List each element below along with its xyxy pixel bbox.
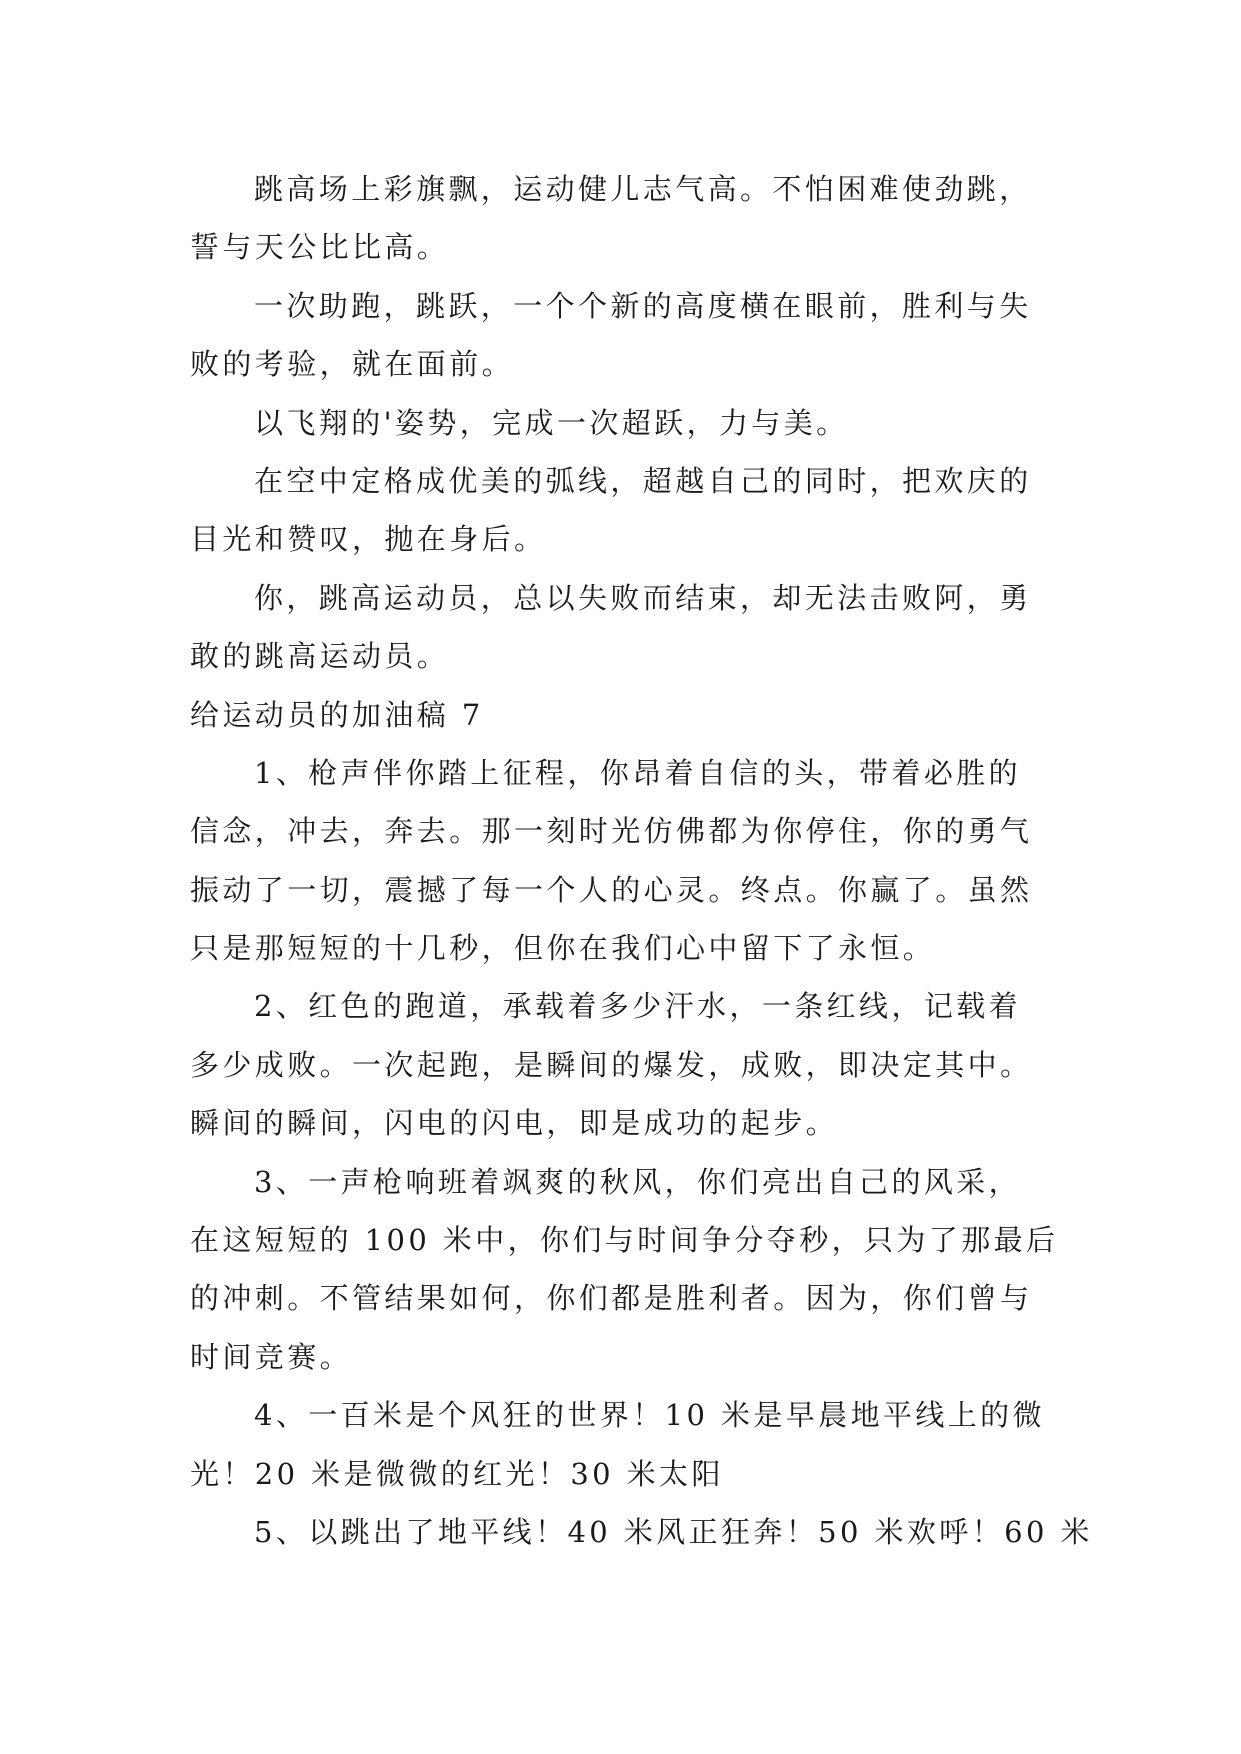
- text-line: 在空中定格成优美的弧线，超越自己的同时，把欢庆的: [254, 463, 1032, 498]
- text-line: 时间竞赛。: [190, 1339, 353, 1374]
- section-heading: 给运动员的加油稿 7: [190, 697, 484, 732]
- text-line: 多少成败。一次起跑，是瞬间的爆发，成败，即决定其中。: [190, 1047, 1033, 1082]
- text-line: 光！20 米是微微的红光！30 米太阳: [190, 1456, 724, 1491]
- text-line: 4、一百米是个风狂的世界！10 米是早晨地平线上的微: [254, 1398, 1045, 1433]
- text-line: 只是那短短的十几秒，但你在我们心中留下了永恒。: [190, 931, 936, 966]
- text-line: 振动了一切，震撼了每一个人的心灵。终点。你赢了。虽然: [190, 872, 1033, 907]
- text-line: 败的考验，就在面前。: [190, 347, 515, 382]
- text-line: 信念，冲去，奔去。那一刻时光仿佛都为你停住，你的勇气: [190, 814, 1033, 849]
- text-line: 跳高场上彩旗飘，运动健儿志气高。不怕困难使劲跳，: [254, 172, 1032, 206]
- text-line: 一次助跑，跳跃，一个个新的高度横在眼前，胜利与失: [254, 288, 1032, 323]
- text-line: 你，跳高运动员，总以失败而结束，却无法击败阿，勇: [254, 580, 1032, 615]
- text-line: 5、以跳出了地平线！40 米风正狂奔！50 米欢呼！60 米: [254, 1514, 1093, 1549]
- text-line: 瞬间的瞬间，闪电的闪电，即是成功的起步。: [190, 1106, 839, 1141]
- text-line: 目光和赞叹，抛在身后。: [190, 522, 547, 557]
- text-line: 的冲刺。不管结果如何，你们都是胜利者。因为，你们曾与: [190, 1281, 1033, 1316]
- text-line: 1、枪声伴你踏上征程，你昂着自信的头，带着必胜的: [254, 755, 1022, 790]
- document-page: [190, 160, 1093, 1561]
- text-line: 3、一声枪响班着飒爽的秋风，你们亮出自己的风采，: [254, 1164, 1022, 1199]
- text-line: 敢的跳高运动员。: [190, 639, 450, 674]
- text-line: 2、红色的跑道，承载着多少汗水，一条红线，记载着: [254, 989, 1022, 1024]
- text-line: 在这短短的 100 米中，你们与时间争分夺秒，只为了那最后: [190, 1223, 1059, 1258]
- text-line: 以飞翔的'姿势，完成一次超跃，力与美。: [254, 405, 849, 440]
- text-line: 誓与天公比比高。: [190, 230, 450, 265]
